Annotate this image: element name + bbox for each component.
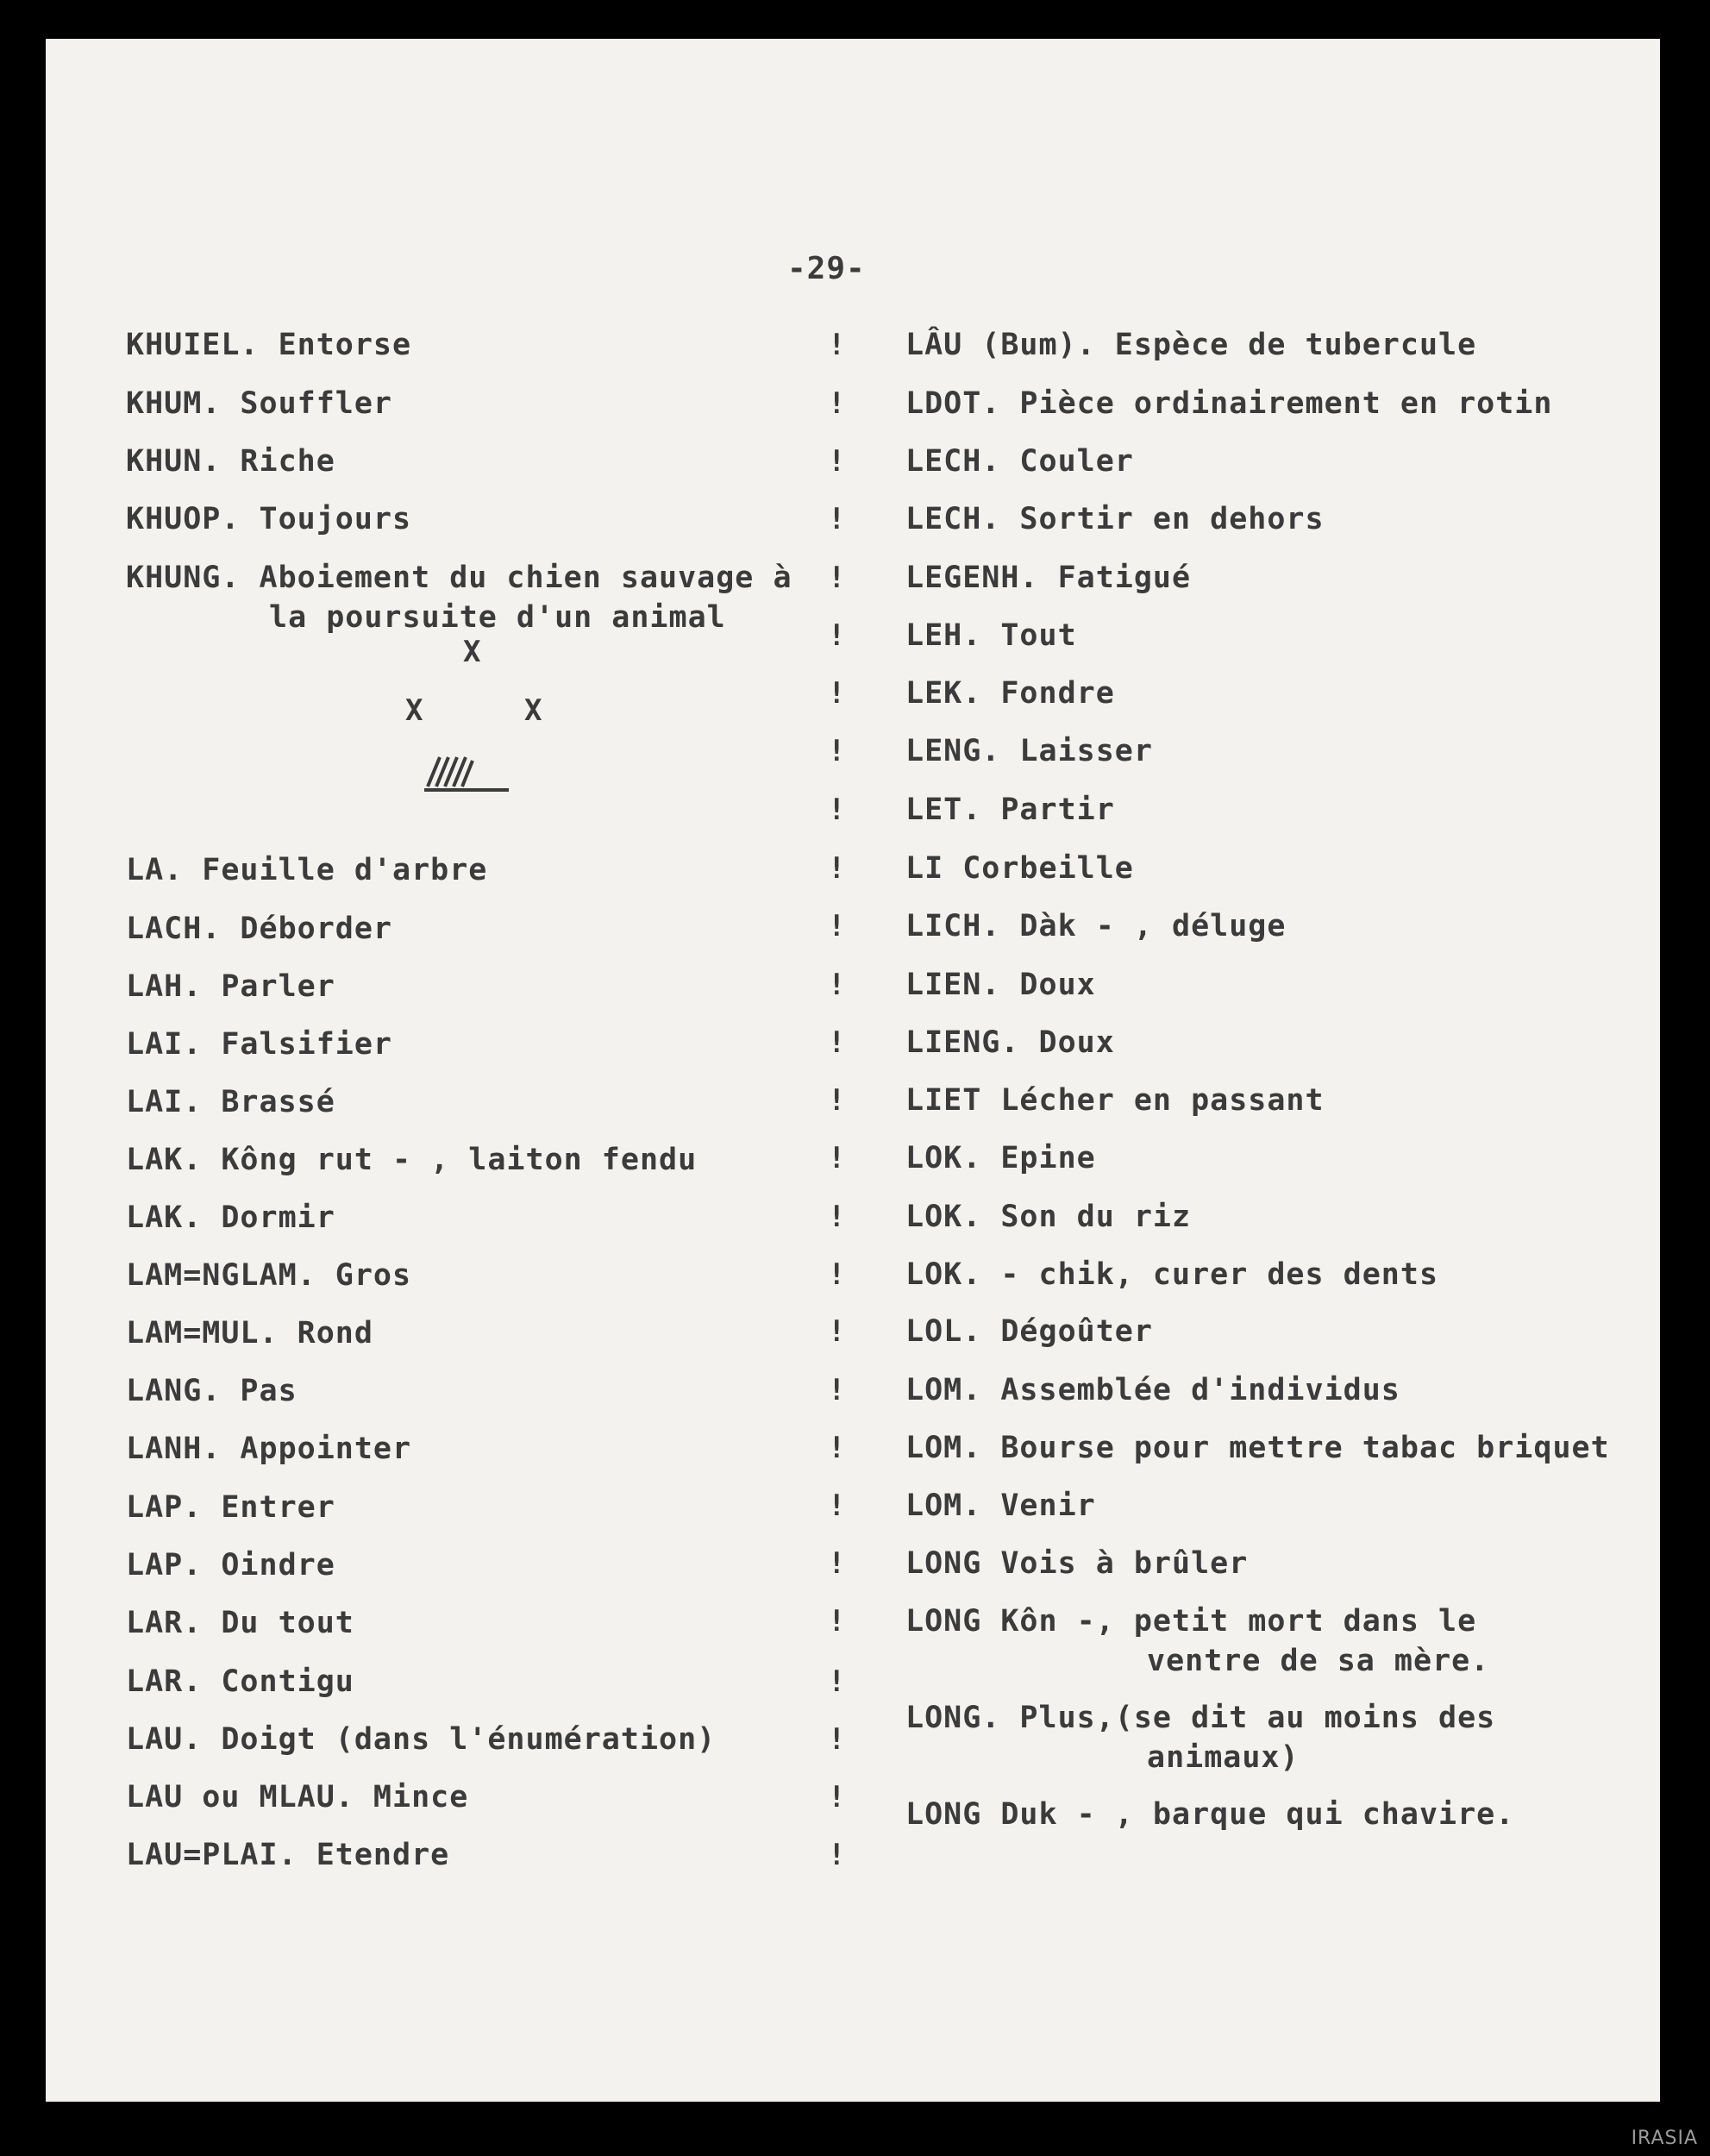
dictionary-entry: LAR. Contigu [126, 1664, 354, 1699]
dictionary-entry: LI Corbeille [905, 851, 1134, 886]
divider-mark: ! [828, 1200, 846, 1234]
dictionary-entry: LONG Duk - , barque qui chavire. [905, 1797, 1515, 1832]
divider-mark: ! [828, 676, 846, 711]
dictionary-entry: LAI. Brassé [126, 1085, 335, 1119]
dictionary-entry: LOK. Son du riz [905, 1200, 1192, 1234]
divider-mark: ! [828, 1141, 846, 1175]
dictionary-entry: KHUNG. Aboiement du chien sauvage à [126, 561, 792, 595]
dictionary-entry: LOK. Epine [905, 1141, 1096, 1175]
divider-mark: ! [828, 1604, 846, 1639]
dictionary-entry: LECH. Sortir en dehors [905, 502, 1325, 536]
dictionary-entry: LONG Vois à brûler [905, 1546, 1249, 1581]
dictionary-entry-continuation: la poursuite d'un animal [269, 600, 726, 635]
dictionary-entry: LAM=NGLAM. Gros [126, 1258, 412, 1293]
dictionary-entry: LIENG. Doux [905, 1025, 1115, 1060]
dictionary-entry: LENG. Laisser [905, 734, 1153, 768]
dictionary-entry: LET. Partir [905, 793, 1115, 827]
dictionary-entry: LIEN. Doux [905, 968, 1096, 1002]
divider-mark: ! [828, 328, 846, 362]
divider-mark: ! [828, 386, 846, 421]
dictionary-entry: LOM. Bourse pour mettre tabac briquet [905, 1431, 1610, 1465]
dictionary-entry: LECH. Couler [905, 444, 1134, 479]
asterism-mark: X [463, 635, 481, 669]
divider-mark: ! [828, 734, 846, 768]
dictionary-entry: LAP. Entrer [126, 1490, 335, 1525]
divider-mark: ! [828, 1025, 846, 1060]
asterism-mark: X [405, 693, 423, 728]
dictionary-entry: LAU=PLAI. Etendre [126, 1838, 450, 1872]
dictionary-entry: LEK. Fondre [905, 676, 1115, 711]
divider-mark: ! [828, 1722, 846, 1757]
divider-mark: ! [828, 1373, 846, 1407]
dictionary-entry: LOM. Assemblée d'individus [905, 1373, 1400, 1407]
dictionary-entry: LDOT. Pièce ordinairement en rotin [905, 386, 1553, 421]
divider-mark: ! [828, 1083, 846, 1118]
dictionary-entry: LOM. Venir [905, 1489, 1096, 1523]
dictionary-entry: KHUM. Souffler [126, 386, 393, 421]
page-number: -29- [787, 251, 866, 286]
dictionary-entry: LEGENH. Fatigué [905, 561, 1192, 595]
divider-mark: ! [828, 1431, 846, 1465]
divider-mark: ! [828, 793, 846, 827]
dictionary-entry: LEH. Tout [905, 618, 1077, 653]
divider-mark: ! [828, 444, 846, 479]
dictionary-entry-continuation: ventre de sa mère. [1147, 1644, 1490, 1678]
dictionary-entry: LICH. Dàk - , déluge [905, 909, 1287, 943]
dictionary-entry: KHUOP. Toujours [126, 502, 412, 536]
dictionary-entry: KHUIEL. Entorse [126, 328, 412, 362]
watermark: IRASIA [1631, 2128, 1698, 2149]
dictionary-entry: LAR. Du tout [126, 1606, 354, 1640]
dictionary-entry: LA. Feuille d'arbre [126, 853, 488, 887]
section-flourish [423, 752, 517, 795]
divider-mark: ! [828, 1664, 846, 1699]
dictionary-entry: LAU ou MLAU. Mince [126, 1780, 469, 1814]
dictionary-entry: LAK. Kông rut - , laiton fendu [126, 1143, 698, 1177]
divider-mark: ! [828, 851, 846, 886]
dictionary-entry: LOK. - chik, curer des dents [905, 1257, 1439, 1292]
divider-mark: ! [828, 1546, 846, 1581]
dictionary-entry: LIET Lécher en passant [905, 1083, 1325, 1118]
divider-mark: ! [828, 909, 846, 943]
dictionary-entry: LAK. Dormir [126, 1200, 335, 1235]
dictionary-entry: LAM=MUL. Rond [126, 1316, 373, 1351]
divider-mark: ! [828, 968, 846, 1002]
dictionary-entry: LAI. Falsifier [126, 1027, 393, 1062]
divider-mark: ! [828, 1838, 846, 1872]
dictionary-entry: LACH. Déborder [126, 912, 393, 946]
divider-mark: ! [828, 1780, 846, 1814]
dictionary-entry: LONG Kôn -, petit mort dans le [905, 1604, 1477, 1639]
dictionary-entry: LÂU (Bum). Espèce de tubercule [905, 328, 1477, 362]
asterism-mark: X [524, 693, 542, 728]
divider-mark: ! [828, 1257, 846, 1292]
dictionary-entry: LONG. Plus,(se dit au moins des [905, 1701, 1496, 1735]
dictionary-entry: LOL. Dégoûter [905, 1314, 1153, 1349]
divider-mark: ! [828, 1489, 846, 1523]
dictionary-entry: LAH. Parler [126, 969, 335, 1004]
divider-mark: ! [828, 502, 846, 536]
dictionary-entry: LAP. Oindre [126, 1548, 335, 1583]
divider-mark: ! [828, 618, 846, 653]
dictionary-entry: KHUN. Riche [126, 444, 335, 479]
dictionary-entry: LANG. Pas [126, 1374, 298, 1408]
dictionary-entry-continuation: animaux) [1147, 1740, 1300, 1775]
dictionary-entry: LAU. Doigt (dans l'énumération) [126, 1722, 717, 1757]
dictionary-entry: LANH. Appointer [126, 1432, 412, 1466]
divider-mark: ! [828, 1314, 846, 1349]
divider-mark: ! [828, 561, 846, 595]
